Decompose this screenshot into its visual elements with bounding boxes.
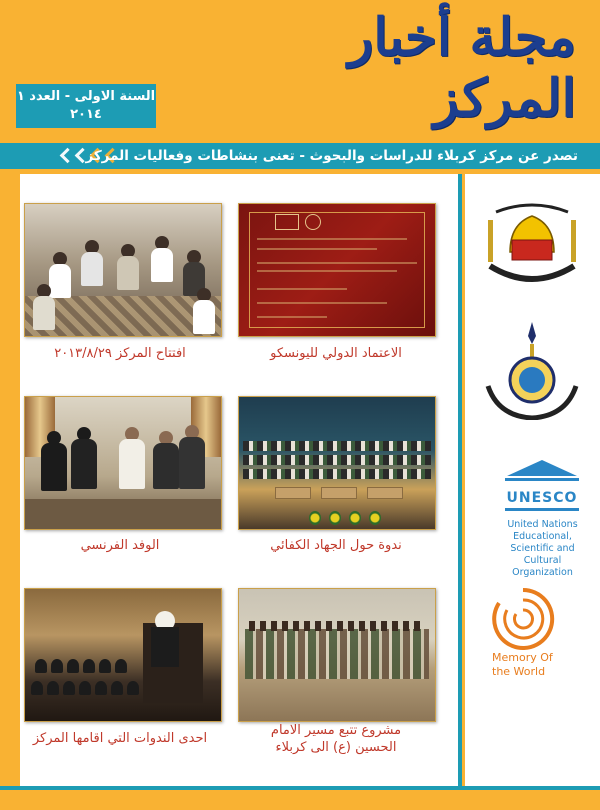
unesco-label-line3: Cultural Organization <box>512 555 573 578</box>
photo-jihad-symposium <box>238 396 436 530</box>
caption-jihad-symposium: ندوة حول الجهاد الكفائي <box>270 538 402 553</box>
caption-opening: افتتاح المركز ٢٠١٣/٨/٢٩ <box>54 346 186 361</box>
caption-imam-route <box>236 722 436 756</box>
memory-label-line2: the World <box>492 665 546 678</box>
photo-french-delegation <box>24 396 222 530</box>
unesco-label-line1: United Nations <box>507 519 578 530</box>
unesco-label-line2: Educational, Scientific and <box>510 531 575 554</box>
photo-unesco-certificate <box>238 203 436 337</box>
holy-shrine-emblem-icon <box>482 200 582 290</box>
tagline-stripe <box>0 143 600 169</box>
tagline-text: تصدر عن مركز كربلاء للدراسات والبحوث - تعنى بنشاطات وفعاليات المركز <box>85 148 578 164</box>
column-divider-accent <box>462 174 465 786</box>
memory-of-world-label <box>492 651 582 679</box>
caption-unesco: الاعتماد الدولي لليونسكو <box>270 346 402 361</box>
memory-label-line1: Memory Of <box>492 651 553 664</box>
caption-imam-route-line1: مشروع تتبع مسير الامام <box>270 723 402 738</box>
caption-seminar: احدى الندوات التي اقامها المركز <box>32 731 208 746</box>
issue-box <box>16 84 156 128</box>
caption-imam-route-line2: الحسين (ع) الى كربلاء <box>275 740 397 755</box>
bottom-border <box>0 790 600 810</box>
unesco-label <box>495 519 590 579</box>
caption-french-delegation: الوفد الفرنسي <box>80 538 160 553</box>
issue-year-number: السنة الاولى - العدد ١ <box>16 89 156 104</box>
photo-imam-route-project <box>238 588 436 722</box>
chevron-left-icon <box>60 148 76 164</box>
photo-center-opening <box>24 203 222 337</box>
unesco-wordmark: UNESCO <box>506 490 578 506</box>
unesco-temple-icon <box>497 458 587 518</box>
karbala-center-logo-icon <box>484 320 580 420</box>
masthead-title: مجلة أخبار المركز <box>348 7 576 129</box>
issue-date: ٢٠١٤ <box>70 107 102 122</box>
photo-seminar <box>24 588 222 722</box>
memory-of-world-icon <box>490 586 556 652</box>
left-border <box>0 174 20 810</box>
